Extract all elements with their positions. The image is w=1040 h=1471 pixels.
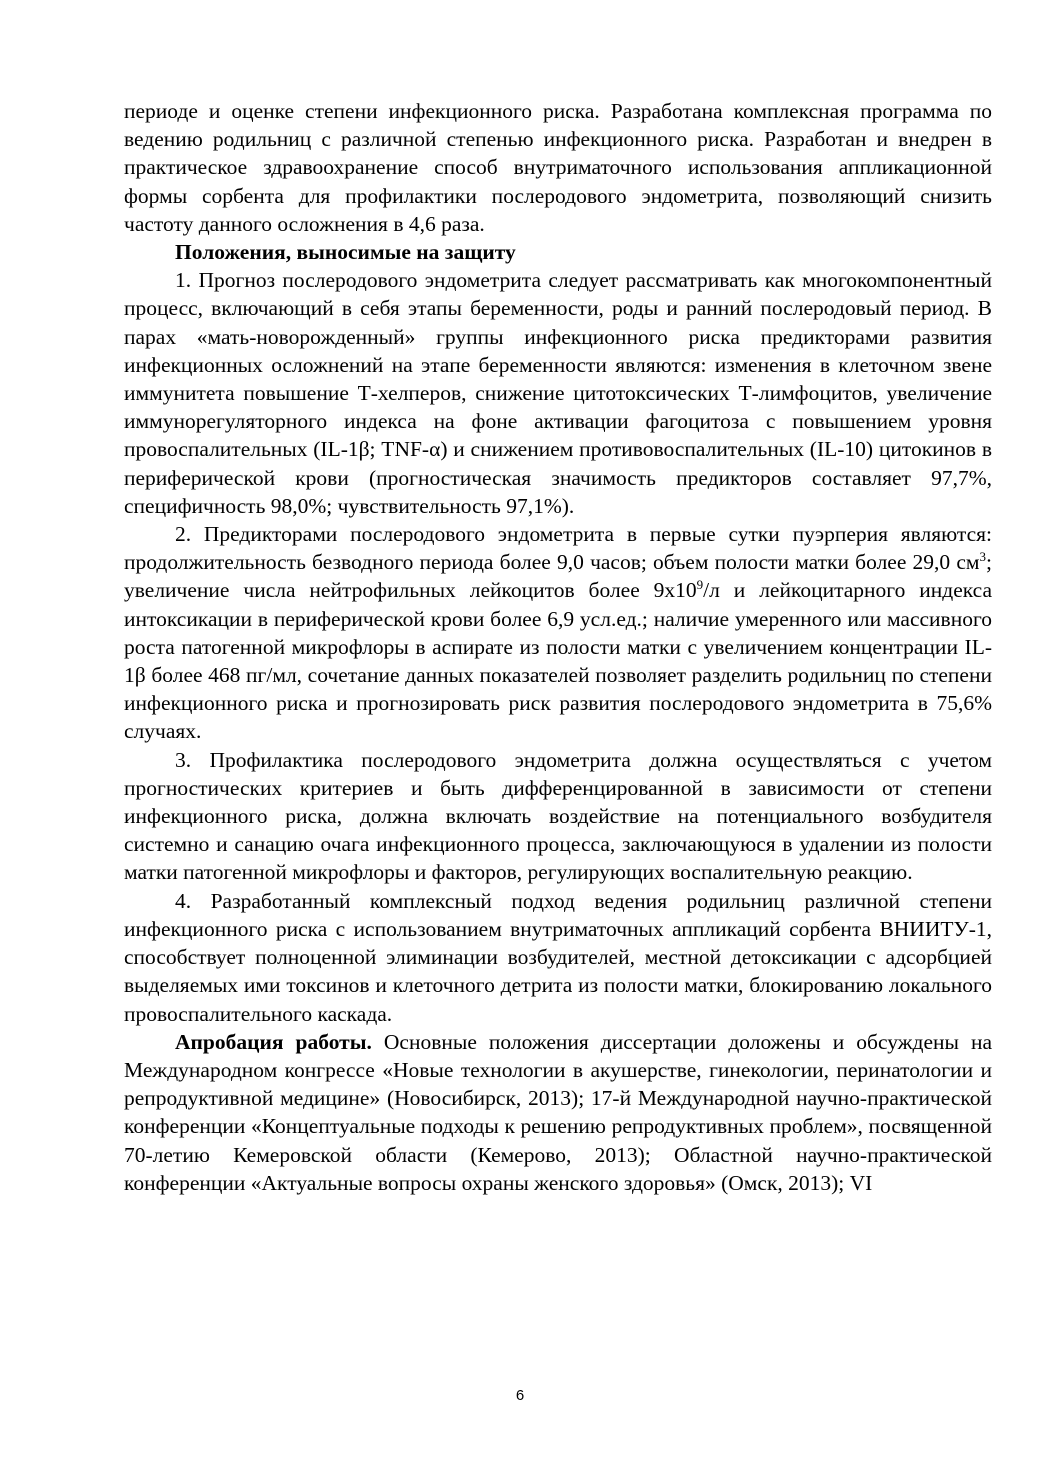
page-number: 6 — [515, 1387, 525, 1404]
document-page — [124, 97, 992, 1197]
section-heading: Положения, выносимые на защиту — [175, 240, 516, 265]
superscript-power: 9 — [696, 577, 704, 593]
thesis-point-2-part-3: /л и лейкоцитарного индекса интоксикации в периферической крови более 6,9 усл.ед.; наличие умеренного или массивного роста патогенной микрофлоры в аспирате из полости матки с увеличением концентрации IL-1β более 468 пг/мл, сочетание данных показателей позволяет разделить родильниц по степени инфекционного риска и прогнозировать риск развития послеродового эндометрита в 75,6% случаях. — [124, 578, 993, 744]
thesis-point-2-part-2: ; увеличение числа нейтрофильных лейкоцитов более 9х10 — [124, 550, 992, 603]
thesis-point-2-part-1: 2. Предикторами послеродового эндометрита в первые сутки пуэрперия являются: продолжительность безводного периода более 9,0 часов; объем полости матки более 29,0 см — [124, 522, 992, 575]
thesis-point-2 — [124, 520, 992, 746]
superscript-cubic: 3 — [979, 549, 987, 565]
intro-paragraph: периоде и оценке степени инфекционного риска. Разработана комплексная программа по ведению родильниц с различной степенью инфекционного риска. Разработан и внедрен в практическое здравоохранение способ внутриматочного использования аппликационной формы сорбента для профилактики послеродового эндометрита, позволяющий снизить частоту данного осложнения в 4,6 раза. — [124, 99, 992, 236]
approbation-paragraph — [124, 1028, 992, 1197]
thesis-point-3: 3. Профилактика послеродового эндометрита должна осуществляться с учетом прогностических критериев и быть дифференцированной в зависимости от степени инфекционного риска, должна включать воздействие на потенциального возбудителя системно и санацию очага инфекционного процесса, заключающуюся в удалении из полости матки патогенной микрофлоры и факторов, регулирующих воспалительную реакцию. — [124, 747, 992, 885]
thesis-point-1: 1. Прогноз послеродового эндометрита следует рассматривать как многокомпонентный процесс, включающий в себя этапы беременности, роды и ранний послеродовый период. В парах «мать-новорожденный» группы инфекционного риска предикторами развития инфекционных осложнений на этапе беременности являются: изменения в клеточном звене иммунитета повышение Т-хелперов, снижение цитотоксических Т-лимфоцитов, увеличение иммунорегуляторного индекса на фоне активации фагоцитоза с повышением уровня провоспалительных (IL-1β; TNF-α) и снижением противовоспалительных (IL-10) цитокинов в периферической крови (прогностическая значимость предикторов составляет 97,7%, специфичность 98,0%; чувствительность 97,1%). — [124, 268, 992, 518]
thesis-point-4: 4. Разработанный комплексный подход ведения родильниц различной степени инфекционного риска с использованием внутриматочных аппликаций сорбента ВНИИТУ-1, способствует полноценной элиминации возбудителей, местной детоксикации с адсорбцией выделяемых ими токсинов и клеточного детрита из полости матки, блокированию локального провоспалительного каскада. — [124, 888, 992, 1026]
approbation-text: Основные положения диссертации доложены и обсуждены на Международном конгрессе «Новые технологии в акушерстве, гинекологии, перинатологии и репродуктивной медицине» (Новосибирск, 2013); 17-й Международной научно-практической конференции «Концептуальные подходы к решению репродуктивных проблем», посвященной 70-летию Кемеровской области (Кемерово, 2013); Областной научно-практической конференции «Актуальные вопросы охраны женского здоровья» (Омск, 2013); VI — [124, 1029, 992, 1195]
approbation-label: Апробация работы. — [175, 1029, 372, 1054]
